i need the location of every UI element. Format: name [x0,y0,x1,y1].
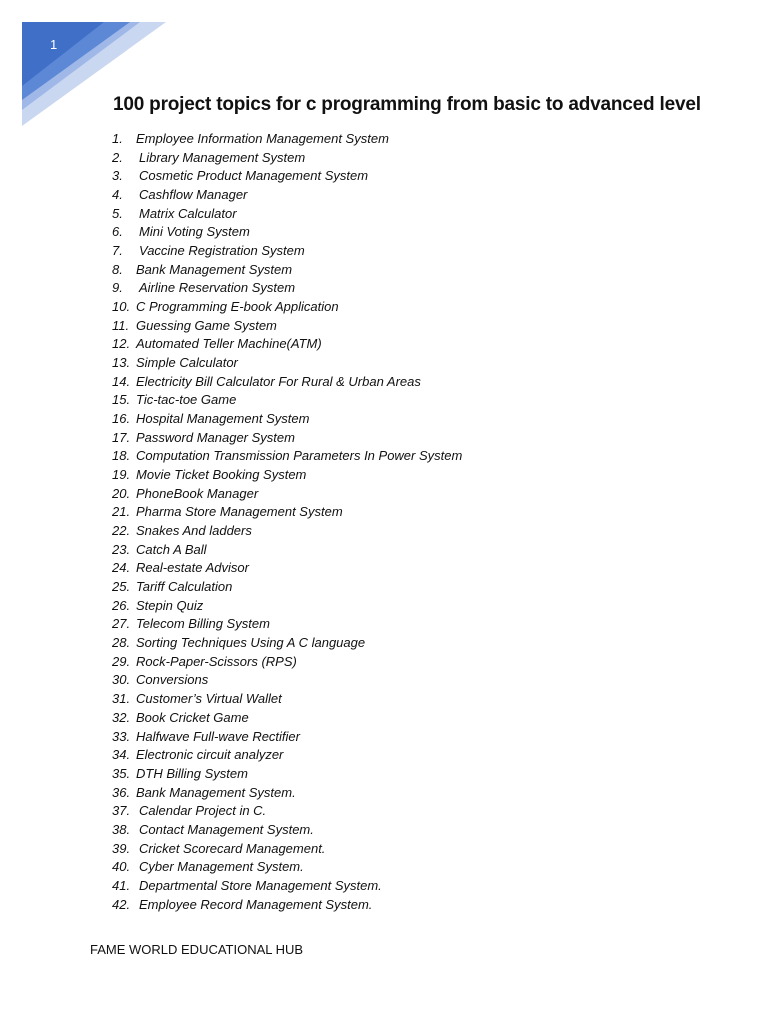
topic-text: Stepin Quiz [136,597,204,613]
topic-number: 6. [112,224,123,240]
topic-text: Electronic circuit analyzer [136,747,284,763]
topic-list-item [112,261,462,280]
topic-number: 30. [112,672,131,688]
topic-number: 40. [112,859,131,875]
topic-list-item [112,279,462,298]
topic-list-item [112,149,462,168]
topic-list-item [112,840,462,859]
topic-text: Computation Transmission Parameters In Power System [136,448,463,464]
topic-list-item [112,671,462,690]
topic-number: 36. [112,784,131,800]
topic-text: Cyber Management System. [139,859,304,875]
topic-list-item [112,205,462,224]
topic-list-item [112,615,462,634]
topic-list-item [112,728,462,747]
topic-text: Cashflow Manager [139,187,248,203]
topic-text: Movie Ticket Booking System [136,467,307,483]
topic-list-item [112,503,462,522]
topic-list-item [112,410,462,429]
topic-list-item [112,821,462,840]
topic-text: Real-estate Advisor [136,560,249,576]
topic-text: PhoneBook Manager [136,485,259,501]
topic-text: Cricket Scorecard Management. [139,840,326,856]
topic-list-item [112,186,462,205]
topic-list-item [112,167,462,186]
topic-text: Airline Reservation System [139,280,296,296]
topic-list-item [112,466,462,485]
topic-number: 14. [112,373,131,389]
footer-text: FAME WORLD EDUCATIONAL HUB [90,942,304,957]
topic-number: 17. [112,429,131,445]
topic-number: 31. [112,691,131,707]
topic-text: Rock-Paper-Scissors (RPS) [136,653,297,669]
topic-list-item [112,653,462,672]
topic-list-item [112,522,462,541]
topic-number: 20. [112,485,131,501]
topic-number: 18. [112,448,131,464]
topic-text: Cosmetic Product Management System [139,168,369,184]
topic-number: 4. [112,187,123,203]
topic-number: 32. [112,709,131,725]
topic-text: Employee Information Management System [136,131,389,146]
topic-text: Library Management System [139,149,306,165]
topic-number: 37. [112,803,131,819]
topic-text: Sorting Techniques Using A C language [136,635,366,651]
topic-number: 9. [112,280,123,296]
topic-number: 29. [112,653,131,669]
topic-text: C Programming E-book Application [136,299,339,315]
topic-number: 25. [112,579,131,595]
topic-text: Conversions [136,672,209,688]
topic-text: Tariff Calculation [136,579,233,595]
topic-number: 12. [112,336,131,352]
topic-number: 28. [112,635,131,651]
topic-list-item [112,578,462,597]
topic-number: 24. [112,560,131,576]
topic-text: Employee Record Management System. [139,896,373,912]
topic-text: Automated Teller Machine(ATM) [136,336,322,352]
topic-list-item [112,634,462,653]
topic-text: Catch A Ball [136,541,207,557]
topic-text: Departmental Store Management System. [139,877,382,893]
topic-text: DTH Billing System [136,765,248,781]
topic-list-item [112,858,462,877]
topic-text: Pharma Store Management System [136,504,343,520]
topic-list-item [112,317,462,336]
topic-number: 10. [112,299,131,315]
topic-list-item [112,784,462,803]
topic-list-item [112,709,462,728]
topic-text: Book Cricket Game [136,709,249,725]
topic-list-item [112,746,462,765]
topic-text: Bank Management System. [136,784,296,800]
topic-list-item [112,335,462,354]
topic-list-item [112,223,462,242]
topic-text: Simple Calculator [136,355,238,371]
topic-list-item [112,391,462,410]
topic-text: Snakes And ladders [136,523,252,539]
topic-text: Password Manager System [136,429,295,445]
topic-list-item [112,373,462,392]
topic-number: 15. [112,392,131,408]
topic-list-item [112,559,462,578]
topic-text: Guessing Game System [136,317,277,333]
topic-number: 1. [112,131,123,146]
topic-list-item [112,429,462,448]
topic-list-item [112,690,462,709]
topic-text: Telecom Billing System [136,616,270,632]
topic-text: Contact Management System. [139,821,314,837]
topic-number: 34. [112,747,131,763]
topic-number: 21. [112,504,131,520]
topic-list-item [112,597,462,616]
topic-list-item [112,298,462,317]
topic-list-item [112,242,462,261]
topic-list-item [112,354,462,373]
topic-number: 41. [112,877,131,893]
topic-list-item [112,130,462,149]
topic-list-item [112,447,462,466]
topic-number: 35. [112,765,131,781]
topic-number: 3. [112,168,123,184]
topic-list-item [112,485,462,504]
topic-number: 42. [112,896,131,912]
topic-list-item [112,877,462,896]
topic-number: 7. [112,243,123,259]
topic-number: 2. [112,149,123,165]
topic-list [112,130,462,914]
topic-text: Matrix Calculator [139,205,237,221]
page-title: 100 project topics for c programming from basic to advanced level [113,94,701,115]
topic-list-item [112,541,462,560]
corner-decoration [0,0,200,140]
topic-text: Electricity Bill Calculator For Rural & Urban Areas [136,373,421,389]
topic-list-item [112,765,462,784]
topic-number: 5. [112,205,123,221]
topic-number: 27. [112,616,131,632]
topic-text: Hospital Management System [136,411,310,427]
topic-text: Tic-tac-toe Game [136,392,237,408]
topic-number: 38. [112,821,131,837]
topic-text: Halfwave Full-wave Rectifier [136,728,300,744]
topic-number: 22. [112,523,131,539]
topic-text: Mini Voting System [139,224,250,240]
topic-number: 33. [112,728,131,744]
topic-text: Calendar Project in C. [139,803,267,819]
topic-number: 23. [112,541,131,557]
topic-number: 19. [112,467,131,483]
topic-text: Customer’s Virtual Wallet [136,691,282,707]
topic-text: Bank Management System [136,261,293,277]
topic-number: 39. [112,840,131,856]
topic-list-item [112,896,462,915]
page-number: 1 [50,37,58,52]
topic-number: 26. [112,597,131,613]
topic-list-item [112,802,462,821]
topic-number: 13. [112,355,131,371]
topic-number: 8. [112,261,123,277]
topic-number: 11. [112,317,130,333]
topic-number: 16. [112,411,131,427]
topic-text: Vaccine Registration System [139,243,305,259]
